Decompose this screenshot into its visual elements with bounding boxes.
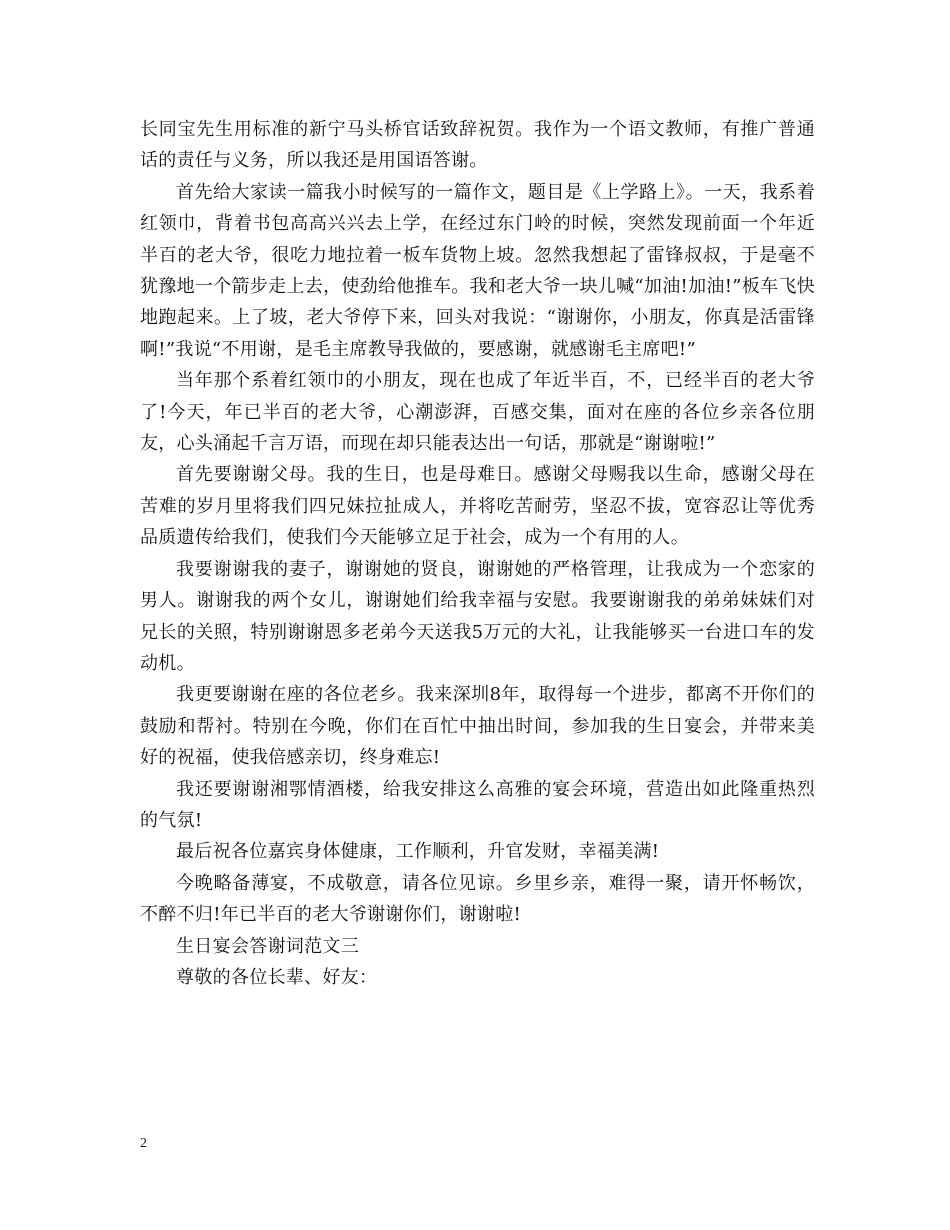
- page-number: 2: [140, 1136, 147, 1151]
- document-body: [140, 114, 815, 993]
- section-heading: 生日宴会答谢词范文三: [176, 935, 359, 957]
- paragraph-1: 长同宝先生用标准的新宁马头桥官话致辞祝贺。我作为一个语文教师，有推广普通话的责任与义务，所以我还是用国语答谢。: [140, 119, 815, 172]
- paragraph-2: 首先给大家读一篇我小时候写的一篇作文，题目是《上学路上》。一天，我系着红领巾，背着书包高高兴兴去上学，在经过东门岭的时候，突然发现前面一个年近半百的老大爷，很吃力地拉着一板车货物上坡。忽然我想起了雷锋叔叔，于是毫不犹豫地一个箭步走上去，使劲给他推车。我和老大爷一块儿喊“加油!加油!”板车飞快地跑起来。上了坡，老大爷停下来，回头对我说：“谢谢你，小朋友，你真是活雷锋啊!”我说“不用谢，是毛主席教导我做的，要感谢，就感谢毛主席吧!”: [140, 181, 815, 360]
- paragraph-5: 我要谢谢我的妻子，谢谢她的贤良，谢谢她的严格管理，让我成为一个恋家的男人。谢谢我的两个女儿，谢谢她们给我幸福与安慰。我要谢谢我的弟弟妹妹们对兄长的关照，特别谢谢恩多老弟今天送我5万元的大礼，让我能够买一台进口车的发动机。: [140, 558, 815, 674]
- paragraph-6: 我更要谢谢在座的各位老乡。我来深圳8年，取得每一个进步，都离不开你们的鼓励和帮衬。特别在今晚，你们在百忙中抽出时间，参加我的生日宴会，并带来美好的祝福，使我倍感亲切，终身难忘!: [140, 684, 815, 769]
- paragraph-9: 今晚略备薄宴，不成敬意，请各位见谅。乡里乡亲，难得一聚，请开怀畅饮，不醉不归!年已半百的老大爷谢谢你们，谢谢啦!: [140, 872, 815, 926]
- salutation: 尊敬的各位长辈、好友：: [176, 966, 378, 988]
- paragraph-3: 当年那个系着红领巾的小朋友，现在也成了年近半百，不，已经半百的老大爷了!今天，年已半百的老大爷，心潮澎湃，百感交集，面对在座的各位乡亲各位朋友，心头涌起千言万语，而现在却只能表达出一句话，那就是“谢谢啦!”: [140, 370, 815, 455]
- paragraph-4: 首先要谢谢父母。我的生日，也是母难日。感谢父母赐我以生命，感谢父母在苦难的岁月里将我们四兄妹拉扯成人，并将吃苦耐劳，坚忍不拔，宽容忍让等优秀品质遗传给我们，使我们今天能够立足于社会，成为一个有用的人。: [140, 464, 815, 549]
- paragraph-8: 最后祝各位嘉宾身体健康，工作顺利，升官发财，幸福美满!: [176, 841, 660, 863]
- paragraph-7: 我还要谢谢湘鄂情酒楼，给我安排这么高雅的宴会环境，营造出如此隆重热烈的气氛!: [140, 778, 815, 831]
